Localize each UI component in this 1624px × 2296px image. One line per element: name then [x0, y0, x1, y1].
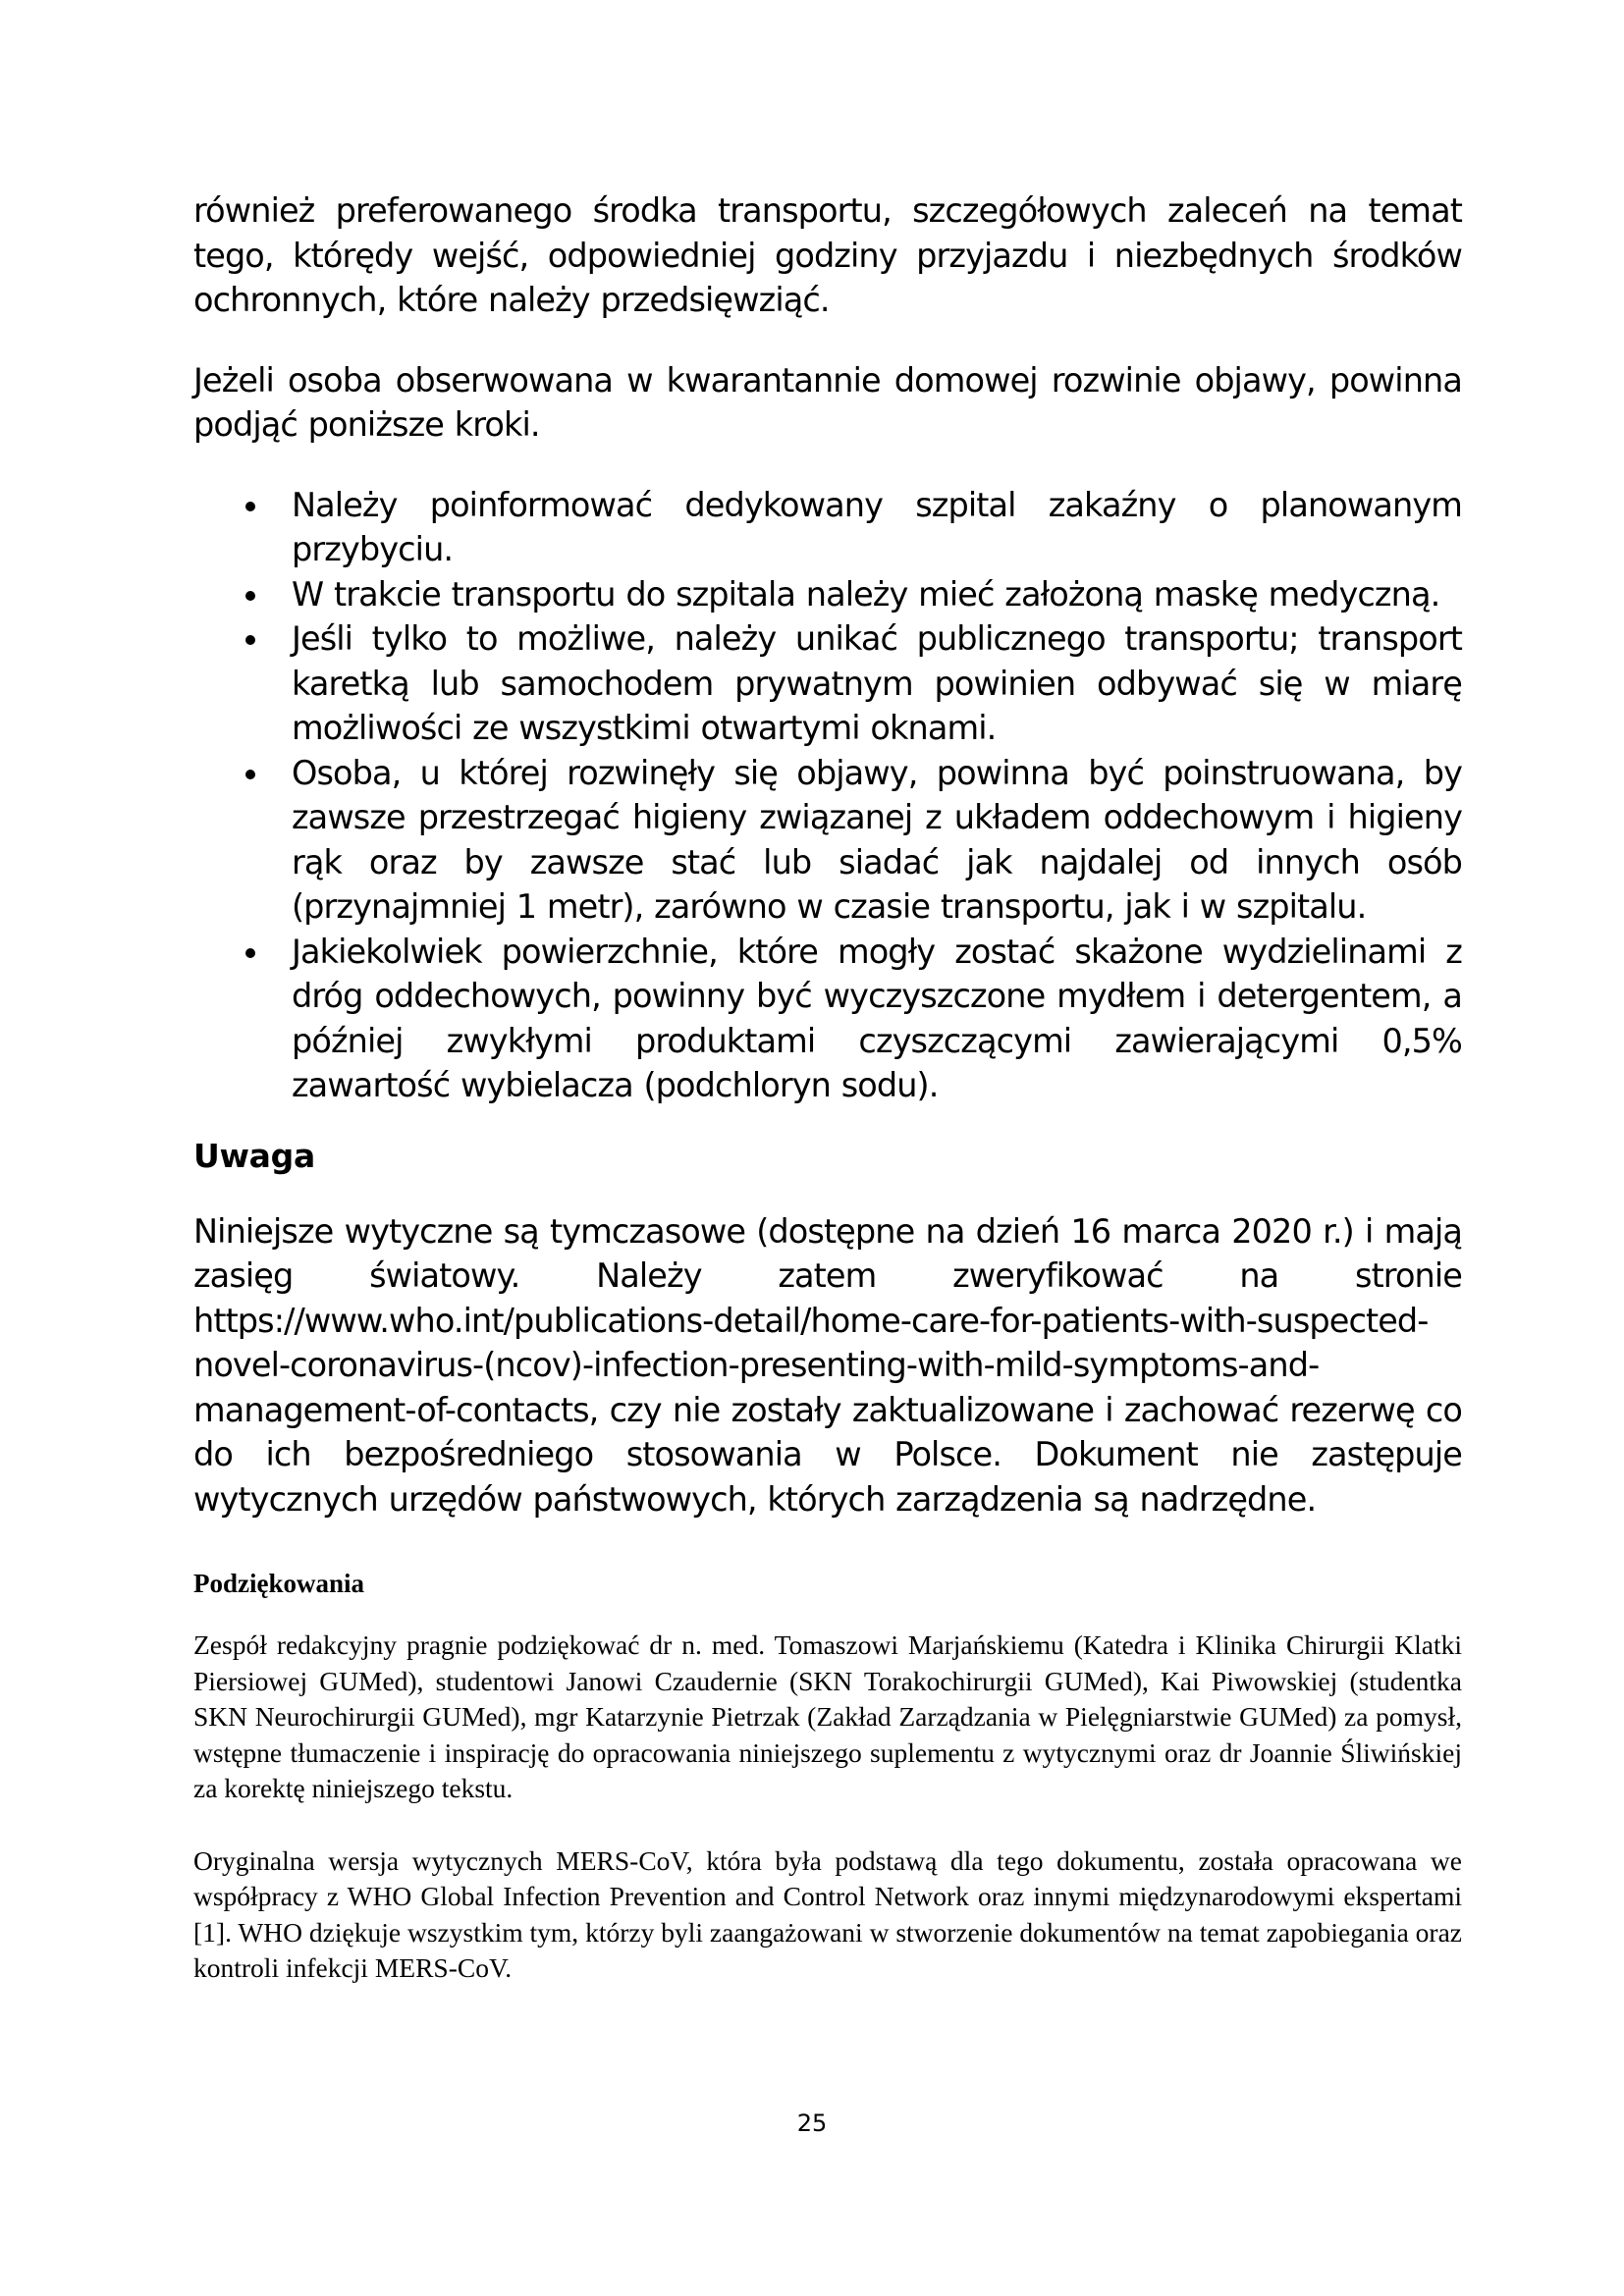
page-number: 25 — [796, 2109, 828, 2137]
bullet-icon — [245, 770, 255, 779]
list-item — [292, 930, 1462, 1108]
list-item-text: Osoba, u której rozwinęły się objawy, powinna być poinstruowana, by zawsze przestrzegać higieny związanej z układem oddechowym i higieny rąk oraz by zawsze stać lub siadać jak najdalej od innych osób (przynajmniej 1 metr), zarówno w czasie transportu, jak i w szpitalu. — [292, 753, 1462, 926]
list-item — [292, 616, 1462, 751]
steps-list — [193, 483, 1462, 1108]
list-item — [292, 483, 1462, 572]
list-item-text: Jeśli tylko to możliwe, należy unikać publicznego transportu; transport karetką lub samochodem prywatnym powinien odbywać się w miarę możliwości ze wszystkimi otwartymi oknami. — [292, 619, 1462, 747]
bullet-icon — [245, 591, 255, 601]
list-item-text: Należy poinformować dedykowany szpital zakaźny o planowanym przybyciu. — [292, 485, 1462, 568]
paragraph-continued: również preferowanego środka transportu, szczegółowych zaleceń na temat tego, którędy wejść, odpowiedniej godziny przyjazdu i niezbędnych środków ochronnych, które należy przedsięwziąć. — [193, 191, 1462, 319]
acknowledgements-heading: Podziękowania — [193, 1569, 365, 1598]
acknowledgements-section — [193, 1566, 1462, 1987]
acknowledgements-paragraph-2: Oryginalna wersja wytycznych MERS-CoV, która była podstawą dla tego dokumentu, została opracowana we współpracy z WHO Global Infection Prevention and Control Network oraz innymi międzynarodowymi ekspertami [1]. WHO dziękuje wszystkim tym, którzy byli zaangażowani w stworzenie dokumentów na temat zapobiegania oraz kontroli infekcji MERS-CoV. — [193, 1844, 1462, 1983]
note-paragraph: Niniejsze wytyczne są tymczasowe (dostępne na dzień 16 marca 2020 r.) i mają zasięg światowy. Należy zatem zweryfikować na stronie https://www.who.int/publications-detail/home-care-for-patients-with-suspected-novel-coronavirus-(ncov)-infection-presenting-with-mild-symptoms-and-management-of-contacts, czy nie zostały zaktualizowane i zachować rezerwę co do ich bezpośredniego stosowania w Polsce. Dokument nie zastępuje wytycznych urzędów państwowych, których zarządzenia są nadrzędne. — [193, 1211, 1462, 1519]
acknowledgements-paragraph-1: Zespół redakcyjny pragnie podziękować dr n. med. Tomaszowi Marjańskiemu (Katedra i Klinika Chirurgii Klatki Piersiowej GUMed), studentowi Janowi Czaudernie (SKN Torakochirurgii GUMed), Kai Piwowskiej (studentka SKN Neurochirurgii GUMed), mgr Katarzynie Pietrzak (Zakład Zarządzania w Pielęgniarstwie GUMed) za pomysł, wstępne tłumaczenie i inspirację do opracowania niniejszego suplementu z wytycznymi oraz dr Joannie Śliwińskiej za korektę niniejszego tekstu. — [193, 1629, 1462, 1803]
bullet-icon — [245, 635, 255, 645]
note-heading: Uwaga — [193, 1136, 315, 1175]
bullet-icon — [245, 502, 255, 511]
paragraph-symptoms: Jeżeli osoba obserwowana w kwarantannie domowej rozwinie objawy, powinna podjąć poniższe kroki. — [193, 360, 1462, 444]
list-item — [292, 572, 1462, 617]
list-item-text: Jakiekolwiek powierzchnie, które mogły zostać skażone wydzielinami z dróg oddechowych, powinny być wyczyszczone mydłem i detergentem, a później zwykłymi produktami czyszczącymi zawierającymi 0,5% zawartość wybielacza (podchloryn sodu). — [292, 932, 1462, 1104]
main-text-section — [193, 188, 1462, 1522]
list-item — [292, 751, 1462, 930]
list-item-text: W trakcie transportu do szpitala należy mieć założoną maskę medyczną. — [292, 574, 1440, 614]
page-content — [193, 188, 1462, 1987]
bullet-icon — [245, 948, 255, 958]
